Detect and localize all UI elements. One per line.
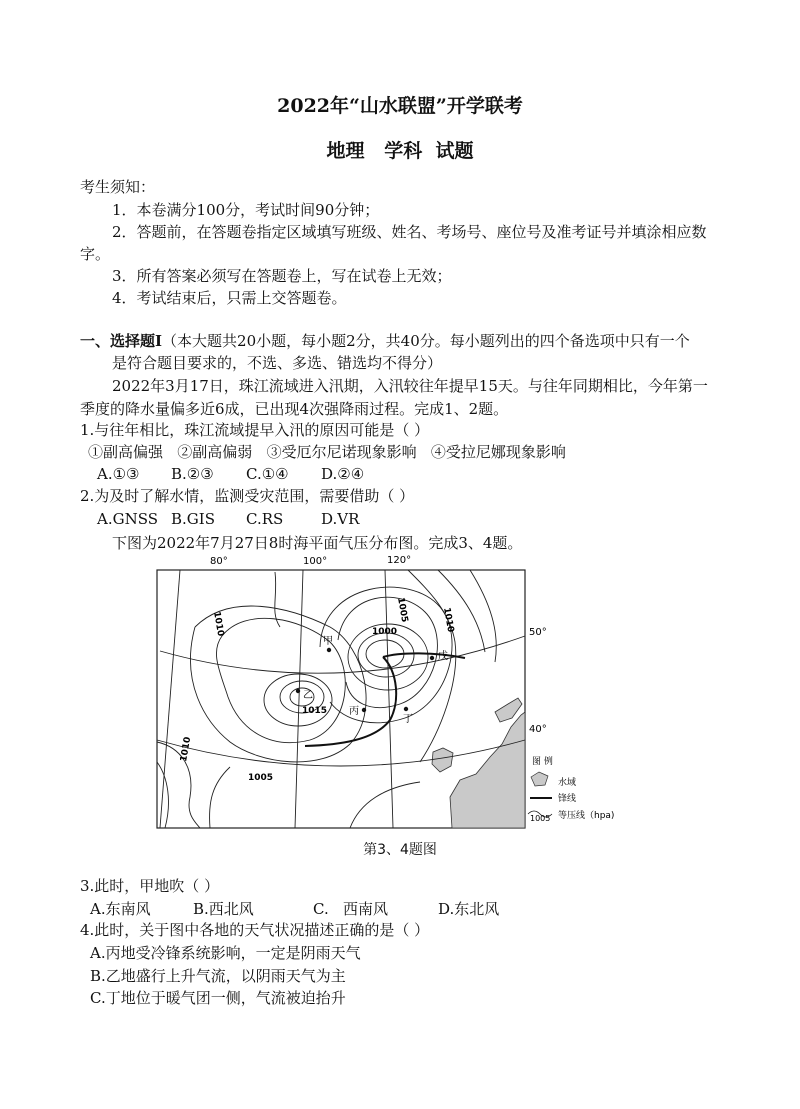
lat-label-40: 40° — [529, 724, 547, 735]
q3-option-c: C. 西南风 — [313, 900, 389, 918]
q3-option-a: A.东南风 — [90, 900, 151, 918]
sea-area — [450, 712, 525, 828]
q1-option-d: D.②④ — [321, 465, 365, 483]
lon-label-80: 80° — [210, 556, 228, 567]
q1-option-b: B.②③ — [171, 465, 214, 483]
q2-option-d: D.VR — [321, 510, 360, 528]
q2-option-a: A.GNSS — [97, 510, 158, 528]
legend-title: 图 例 — [532, 757, 553, 767]
passage1-line2: 季度的降水量偏多近6成，已出现4次强降雨过程。完成1、2题。 — [80, 400, 509, 418]
legend-water-swatch — [531, 772, 548, 786]
pressure-map — [150, 552, 630, 842]
map-legend — [528, 755, 614, 823]
q3-option-d: D.东北风 — [438, 900, 500, 918]
isobar-label-2: 1005 — [248, 773, 274, 783]
q4-stem: 4.此时，关于图中各地的天气状况描述正确的是（ ） — [80, 921, 430, 939]
passage2: 下图为2022年7月27日8时海平面气压分布图。完成3、4题。 — [112, 534, 523, 552]
page-subtitle: 地理 学科 试题 — [326, 140, 474, 162]
isobar-label-6: 1010 — [441, 606, 456, 634]
isobar-label-7: 1005 — [395, 596, 410, 624]
lon-label-100: 100° — [303, 556, 328, 567]
place-ding: 丁 — [403, 714, 413, 725]
section-desc-1: （本大题共20小题，每小题2分，共40分。每小题列出的四个备选项中只有一个 — [162, 332, 690, 350]
place-wu: 戊 — [438, 651, 448, 662]
page-title: 2022年“山水联盟”开学联考 — [277, 95, 523, 117]
section-label: 一、选择题Ⅰ — [80, 332, 163, 350]
notice-heading: 考生须知： — [80, 178, 156, 196]
section-desc-2: 是符合题目要求的，不选、多选、错选均不得分） — [112, 354, 443, 372]
q1-option-a: A.①③ — [97, 465, 140, 483]
lon-label-120: 120° — [387, 555, 412, 566]
place-jia: 甲 — [323, 636, 333, 647]
q4-option-a: A.丙地受冷锋系统影响，一定是阴雨天气 — [90, 944, 361, 962]
q1-statements: ①副高偏强 ②副高偏弱 ③受厄尔尼诺现象影响 ④受拉尼娜现象影响 — [88, 443, 566, 461]
legend-front: 锋线 — [558, 794, 577, 804]
passage1-line1: 2022年3月17日，珠江流域进入汛期，入汛较往年提早15天。与往年同期相比，今年第一 — [112, 377, 708, 395]
q2-option-c: C.RS — [246, 510, 284, 528]
place-bing: 丙 — [349, 706, 359, 717]
notice-item-1: 1．本卷满分100分，考试时间90分钟； — [112, 201, 380, 219]
notice-item-3: 3．所有答案必须写在答题卷上，写在试卷上无效； — [112, 267, 452, 285]
isobar-label-1: 1010 — [211, 610, 226, 638]
q1-option-c: C.①④ — [246, 465, 289, 483]
isobar-label-3: 1010 — [179, 736, 194, 763]
notice-item-2: 2．答题前，在答题卷指定区域填写班级、姓名、考场号、座位号及准考证号并填涂相应数 — [112, 223, 707, 241]
isobar-label-5: 1015 — [302, 706, 328, 716]
q4-option-b: B.乙地盛行上升气流，以阴雨天气为主 — [90, 967, 346, 985]
lat-label-50: 50° — [529, 627, 547, 638]
section-heading — [80, 331, 690, 351]
gulf-area — [432, 748, 453, 772]
legend-isobar: 等压线（hpa) — [558, 811, 615, 821]
isobar-label-4: 1000 — [372, 627, 398, 637]
q2-stem: 2.为及时了解水情，监测受灾范围，需要借助（ ） — [80, 487, 415, 505]
place-yi: 乙 — [303, 690, 313, 701]
map-caption: 第3、4题图 — [363, 842, 437, 858]
notice-item-2-cont: 字。 — [80, 245, 111, 263]
legend-isobar-value: 1005 — [530, 814, 551, 823]
legend-water: 水域 — [558, 778, 577, 788]
notice-item-4: 4．考试结束后，只需上交答题卷。 — [112, 289, 347, 307]
q2-option-b: B.GIS — [171, 510, 215, 528]
q1-stem: 1.与往年相比，珠江流域提早入汛的原因可能是（ ） — [80, 421, 430, 439]
q3-stem: 3.此时，甲地吹（ ） — [80, 877, 220, 895]
q4-option-c: C.丁地位于暖气团一侧，气流被迫抬升 — [90, 989, 346, 1007]
q3-option-b: B.西北风 — [193, 900, 254, 918]
